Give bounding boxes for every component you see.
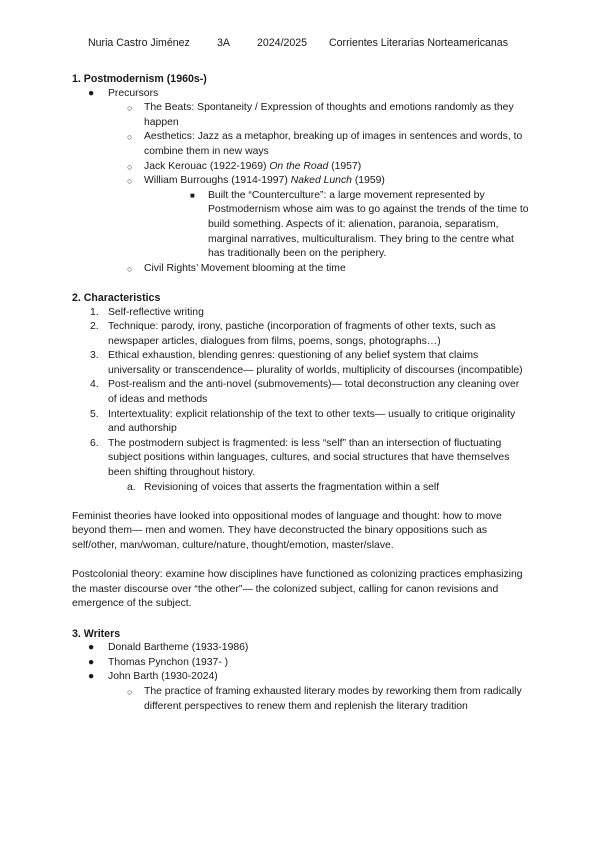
list-item: 5. Intertextuality: explicit relationship of the text to other texts— usually to critique originality and authorship xyxy=(90,408,516,435)
list-item: 2. Technique: parody, irony, pastiche (incorporation of fragments of other texts, such as newspaper articles, dialogues from films, poems, songs, photographs…) xyxy=(90,321,496,347)
list-item: ● John Barth (1930-2024) xyxy=(72,670,530,685)
list-item: ○ William Burroughs (1914-1997) Naked Lunch (1959) xyxy=(72,174,530,189)
section-heading-postmodernism: 1. Postmodernism (1960s-) xyxy=(72,73,207,85)
precursors-list xyxy=(72,87,530,277)
list-item: 6. The postmodern subject is fragmented: is less “self” than an intersection of fluctuating subject positions within languages, cultures, and social structures that have themselves been shifting throughout history. xyxy=(90,437,510,479)
class-group: 3A xyxy=(217,37,230,49)
list-item: ○ Aesthetics: Jazz as a metaphor, breaking up of images in sentences and words, to combine them in new ways xyxy=(127,131,523,157)
feminist-paragraph: Feminist theories have looked into oppositional modes of language and thought: how to move beyond them— men and women. They have deconstructed the binary oppositions such as self/other, man/woman, culture/nature, thought/emotion, master/slave. xyxy=(72,510,502,551)
academic-year: 2024/2025 xyxy=(257,37,308,49)
list-item: 3. Ethical exhaustion, blending genres: questioning of any belief system that claims universality or transcendence— plurality of worlds, multiplicity of discourses (incompatible) xyxy=(90,350,523,376)
list-item: 1. Self-reflective writing xyxy=(90,306,204,318)
list-item: ■ Built the “Counterculture”: a large movement represented by Postmodernism whose aim was to go against the trends of the time to build something. Aspects of it: alienation, paranoia, separatism, marginal narratives, multiculturalism. They bring to the centre what has traditionally been on the periphery. xyxy=(190,189,529,260)
list-item: a. Revisioning of voices that asserts the fragmentation within a self xyxy=(127,481,440,493)
bullet-icon: ● xyxy=(88,87,95,99)
bullet-icon: ● xyxy=(88,671,95,683)
characteristics-list xyxy=(72,306,530,496)
book-title: On the Road xyxy=(269,160,329,172)
document-body xyxy=(72,72,530,714)
circle-bullet-icon: ○ xyxy=(127,103,133,114)
list-item: ○ Civil Rights’ Movement blooming at the time xyxy=(72,262,530,277)
list-item: ● Donald Bartheme (1933-1986) xyxy=(72,641,530,656)
circle-bullet-icon: ○ xyxy=(127,132,133,143)
square-bullet-icon: ■ xyxy=(190,190,195,200)
writers-list xyxy=(72,641,530,714)
list-item: ○ The practice of framing exhausted literary modes by reworking them from radically different perspectives to renew them and replenish the literary tradition xyxy=(127,685,522,712)
student-name: Nuria Castro Jiménez xyxy=(88,37,190,49)
list-item: ● Precursors xyxy=(72,87,530,102)
list-item: 4. Post-realism and the anti-novel (submovements)— total deconstruction any cleaning over of ideas and methods xyxy=(90,379,520,406)
section-heading-writers: 3. Writers xyxy=(72,627,121,640)
list-item: ● Thomas Pynchon (1937- ) xyxy=(72,656,530,671)
circle-bullet-icon: ○ xyxy=(127,686,133,697)
bullet-icon: ● xyxy=(88,656,95,668)
postcolonial-paragraph: Postcolonial theory: examine how disciplines have functioned as colonizing practices emphasizing the master discourse over “the other”— the colonized subject, calling for canon revisions and emergence of the subject. xyxy=(72,569,523,610)
document-header xyxy=(88,36,508,51)
book-title: Naked Lunch xyxy=(290,175,352,187)
bullet-icon: ● xyxy=(88,642,95,654)
subject-title: Corrientes Literarias Norteamericanas xyxy=(329,37,508,49)
section-heading-characteristics: 2. Characteristics xyxy=(72,291,161,304)
circle-bullet-icon: ○ xyxy=(127,176,133,187)
list-item: ○ The Beats: Spontaneity / Expression of thoughts and emotions randomly as they happen xyxy=(127,102,514,128)
circle-bullet-icon: ○ xyxy=(127,263,133,274)
circle-bullet-icon: ○ xyxy=(127,161,133,172)
list-item: ○ Jack Kerouac (1922-1969) On the Road (1957) xyxy=(72,160,530,175)
